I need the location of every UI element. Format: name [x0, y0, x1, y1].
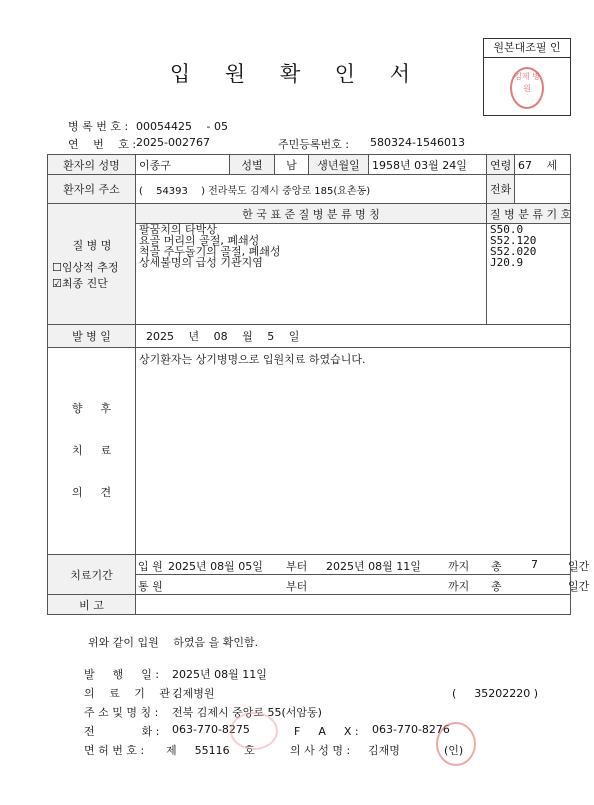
- inpatient-to: 2025년 08월 11일: [326, 560, 421, 573]
- to-word: 까지: [448, 560, 470, 573]
- phone-label: 전화: [487, 175, 515, 204]
- serial-number-label: 연 번 호 :: [68, 138, 137, 151]
- out-from-word: 부터: [286, 580, 308, 593]
- patient-name-label: 환자의 성명: [48, 155, 136, 175]
- phone-number: 063-770-8275: [172, 723, 250, 736]
- hospital-name: 김제병원: [172, 687, 215, 700]
- onset-value: 2025 년 08 월 5 일: [136, 325, 571, 348]
- license-label: 면 허 번 호 :: [84, 744, 145, 757]
- clinical-estimate-row: [52, 259, 132, 275]
- disease-code: S52.020: [490, 245, 537, 258]
- hospital-address: 전북 김제시 중앙로 55(서암동): [172, 706, 322, 719]
- final-diagnosis-row: [52, 275, 132, 291]
- document-title: 입 원 확 인 서: [169, 62, 425, 86]
- code-header: 질 병 분 류 기 호: [487, 204, 571, 224]
- treatment-period-label: 치료기간: [48, 555, 136, 595]
- remarks-value: [136, 595, 571, 615]
- address-label: 환자의 주소: [48, 175, 136, 204]
- gender-label: 성별: [230, 155, 275, 175]
- doctor-seal: [436, 722, 476, 766]
- disease-name: 척골 주두돌기의 골절, 폐쇄성: [139, 245, 281, 258]
- total-word: 총: [491, 560, 502, 573]
- issue-date-label: 발 행 일 :: [84, 668, 160, 681]
- fax-number: 063-770-8276: [372, 723, 450, 736]
- gender-value: 남: [275, 155, 309, 175]
- patient-name: 이종구: [136, 155, 230, 175]
- doctor-name: 김재명: [368, 744, 400, 757]
- final-diagnosis-checkbox[interactable]: ☑: [52, 277, 62, 290]
- remarks-label: 비 고: [48, 595, 136, 615]
- out-days-word: 일간: [568, 580, 590, 593]
- original-verified-header: 원본대조필 인: [484, 39, 570, 58]
- disease-codes-cell: [487, 224, 571, 325]
- from-word: 부터: [286, 560, 308, 573]
- treatment-opinion-label: [48, 348, 136, 555]
- disease-name: 팔꿈치의 타박상: [139, 223, 217, 236]
- doctor-label: 의 사 성 명 :: [290, 744, 351, 757]
- license-number: 제 55116 호: [166, 744, 255, 757]
- final-diagnosis-label: 최종 진단: [61, 277, 108, 290]
- disease-name: 요골 머리의 골절, 폐쇄성: [139, 234, 260, 247]
- inpatient-label: 입 원: [138, 560, 163, 573]
- rrn-label: 주민등록번호 :: [278, 138, 349, 151]
- admission-form-table: [47, 154, 590, 615]
- serial-number-value: 2025-002767: [136, 136, 210, 149]
- rrn-value: 580324-1546013: [370, 136, 465, 149]
- fax-label: F A X :: [294, 725, 359, 738]
- age-value: 67 세: [515, 155, 571, 175]
- seal-mark: (인): [444, 744, 464, 757]
- days-word: 일간: [568, 560, 590, 573]
- phone-label: 전 화 :: [84, 725, 160, 738]
- dob-label: 생년월일: [309, 155, 369, 175]
- hospital-seal: 김제 병원: [510, 67, 544, 109]
- hospital-label: 의 료 기 관 :: [84, 687, 178, 700]
- address-label: 주 소 및 명 칭 :: [84, 706, 159, 719]
- opinion-label-line: 의 견: [71, 486, 112, 499]
- onset-label: 발 병 일: [48, 325, 136, 348]
- hospital-code: ( 35202220 ): [452, 687, 539, 700]
- disease-code: S50.0: [490, 223, 524, 236]
- inpatient-from: 2025년 08월 05일: [168, 560, 263, 573]
- reg-number-value: 00054425 - 05: [136, 120, 228, 133]
- confirm-text: 위와 같이 입원 하였음 을 확인함.: [88, 636, 259, 649]
- inpatient-days: 7: [531, 558, 538, 571]
- outpatient-row: [136, 575, 590, 595]
- address-value: ( 54393 ) 전라북도 김제시 중앙로 185(요촌동): [136, 175, 487, 204]
- issue-date: 2025년 08월 11일: [172, 668, 267, 681]
- disease-name: 상세불명의 급성 기관지염: [139, 256, 263, 269]
- out-total-word: 총: [491, 580, 502, 593]
- age-label: 연령: [487, 155, 515, 175]
- dob-value: 1958년 03월 24일: [369, 155, 487, 175]
- treatment-opinion-text: 상기환자는 상기병명으로 입원치료 하였습니다.: [136, 348, 571, 555]
- disease-code: S52.120: [490, 234, 537, 247]
- reg-number-label: 병 록 번 호 :: [68, 120, 129, 133]
- phone-value: [515, 175, 571, 204]
- diagnosis-label: 질 병 명: [72, 239, 112, 252]
- clinical-estimate-label: 임상적 추정: [61, 261, 119, 274]
- inpatient-row: [136, 555, 590, 575]
- outpatient-label: 통 원: [138, 580, 163, 593]
- kcd-header: 한 국 표 준 질 병 분 류 명 칭: [136, 204, 487, 224]
- clinical-estimate-checkbox[interactable]: ☐: [52, 261, 62, 274]
- disease-names-cell: [136, 224, 487, 325]
- diagnosis-label-cell: [48, 204, 136, 325]
- hospital-stamp: [230, 712, 278, 750]
- opinion-label-line: 치 료: [71, 444, 112, 457]
- disease-code: J20.9: [490, 256, 524, 269]
- out-to-word: 까지: [448, 580, 470, 593]
- opinion-label-line: 향 후: [71, 402, 112, 415]
